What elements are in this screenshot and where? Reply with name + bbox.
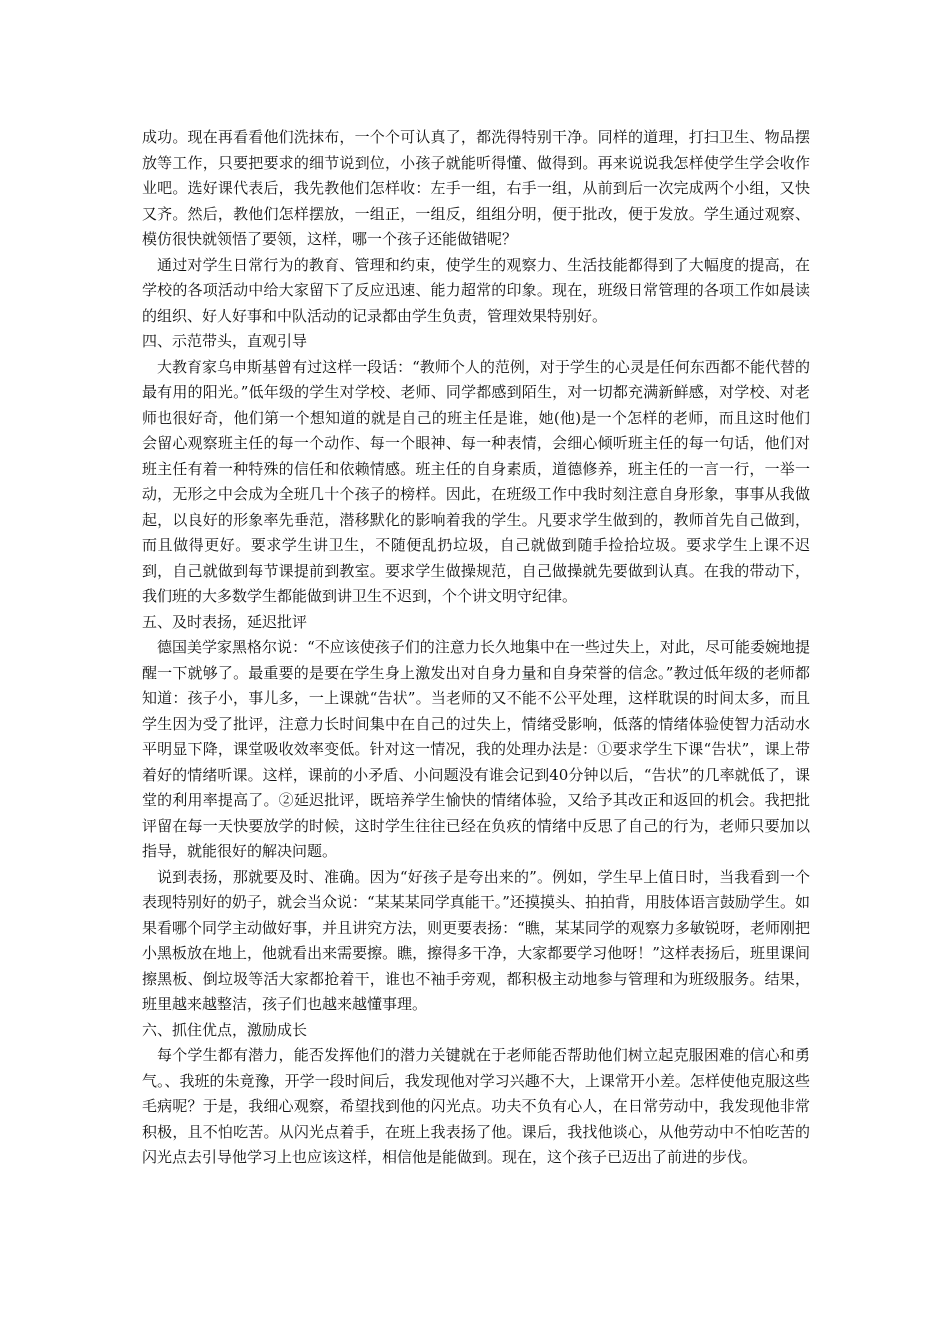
- paragraph-4: 德国美学家黑格尔说：“不应该使孩子们的注意力长久地集中在一些过失上，对此，尽可能委婉地提醒一下就够了。最重要的是要在学生身上激发出对自身力量和自身荣誉的信念。”教过低年级的老师都知道：孩子小，事儿多，一上课就“告状”。当老师的又不能不公平处理，这样耽误的时间太多，而且学生因为受了批评，注意力长时间集中在自己的过失上，情绪受影响，低落的情绪体验使智力活动水平明显下降，课堂吸收效率变低。针对这一情况，我的处理办法是：①要求学生下课“告状”，课上带着好的情绪听课。这样，课前的小矛盾、小问题没有谁会记到40分钟以后，“告状”的几率就低了，课堂的利用率提高了。②延迟批评，既培养学生愉快的情绪体验，又给予其改正和返回的机会。我把批评留在每一天快要放学的时候，这时学生往往已经在负疚的情绪中反思了自己的行为，老师只要加以指导，就能很好的解决问题。: [142, 638, 810, 860]
- document-page: [142, 125, 810, 1171]
- section-heading-4: 四、示范带头，直观引导: [142, 332, 308, 350]
- paragraph-3: 大教育家乌申斯基曾有过这样一段话：“教师个人的范例，对于学生的心灵是任何东西都不能代替的最有用的阳光。”低年级的学生对学校、老师、同学都感到陌生，对一切都充满新鲜感，对学校、对老师也很好奇，他们第一个想知道的就是自己的班主任是谁，她(他)是一个怎样的老师，而且这时他们会留心观察班主任的每一个动作、每一个眼神、每一种表情，会细心倾听班主任的每一句话，他们对班主任有着一种特殊的信任和依赖情感。班主任的自身素质，道德修养，班主任的一言一行，一举一动，无形之中会成为全班几十个孩子的榜样。因此，在班级工作中我时刻注意自身形象，事事从我做起，以良好的形象率先垂范，潜移默化的影响着我的学生。凡要求学生做到的，教师首先自己做到，而且做得更好。要求学生讲卫生，不随便乱扔垃圾，自己就做到随手捡拾垃圾。要求学生上课不迟到，自己就做到每节课提前到教室。要求学生做操规范，自己做操就先要做到认真。在我的带动下，我们班的大多数学生都能做到讲卫生不迟到，个个讲文明守纪律。: [142, 357, 810, 605]
- paragraph-6: 每个学生都有潜力，能否发挥他们的潜力关键就在于老师能否帮助他们树立起克服困难的信心和勇气。、我班的朱竟豫，开学一段时间后，我发现他对学习兴趣不大，上课常开小差。怎样使他克服这些毛病呢？于是，我细心观察，希望找到他的闪光点。功夫不负有心人，在日常劳动中，我发现他非常积极，且不怕吃苦。从闪光点着手，在班上我表扬了他。课后，我找他谈心，从他劳动中不怕吃苦的闪光点去引导他学习上也应该这样，相信他是能做到。现在，这个孩子已迈出了前进的步伐。: [142, 1046, 810, 1166]
- section-heading-6: 六、抓住优点，激励成长: [142, 1020, 308, 1039]
- section-heading-5: 五、及时表扬，延迟批评: [142, 612, 308, 631]
- paragraph-1: 成功。现在再看看他们洗抹布，一个个可认真了，都洗得特别干净。同样的道理，打扫卫生、物品摆放等工作，只要把要求的细节说到位，小孩子就能听得懂、做得到。再来说说我怎样使学生学会收作业吧。选好课代表后，我先教他们怎样收：左手一组，右手一组，从前到后一次完成两个小组，又快又齐。然后，教他们怎样摆放，一组正，一组反，组组分明，便于批改，便于发放。学生通过观察、模仿很快就领悟了要领，这样，哪一个孩子还能做错呢？: [142, 128, 810, 248]
- paragraph-5: 说到表扬，那就要及时、准确。因为“好孩子是夸出来的”。例如，学生早上值日时，当我看到一个表现特别好的奶子，就会当众说：“某某某同学真能干。”还摸摸头、拍拍背，用肢体语言鼓励学生。如果看哪个同学主动做好事，并且讲究方法，则更要表扬：“瞧，某某同学的观察力多敏锐呀，老师刚把小黑板放在地上，他就看出来需要擦。瞧，擦得多干净，大家都要学习他呀！”这样表扬后，班里课间擦黑板、倒垃圾等活大家都抢着干，谁也不袖手旁观，都积极主动地参与管理和为班级服务。结果，班里越来越整洁，孩子们也越来越懂事理。: [142, 867, 810, 1013]
- paragraph-2: 通过对学生日常行为的教育、管理和约束，使学生的观察力、生活技能都得到了大幅度的提高，在学校的各项活动中给大家留下了反应迅速、能力超常的印象。现在，班级日常管理的各项工作如晨读的组织、好人好事和中队活动的记录都由学生负责，管理效果特别好。: [142, 255, 810, 325]
